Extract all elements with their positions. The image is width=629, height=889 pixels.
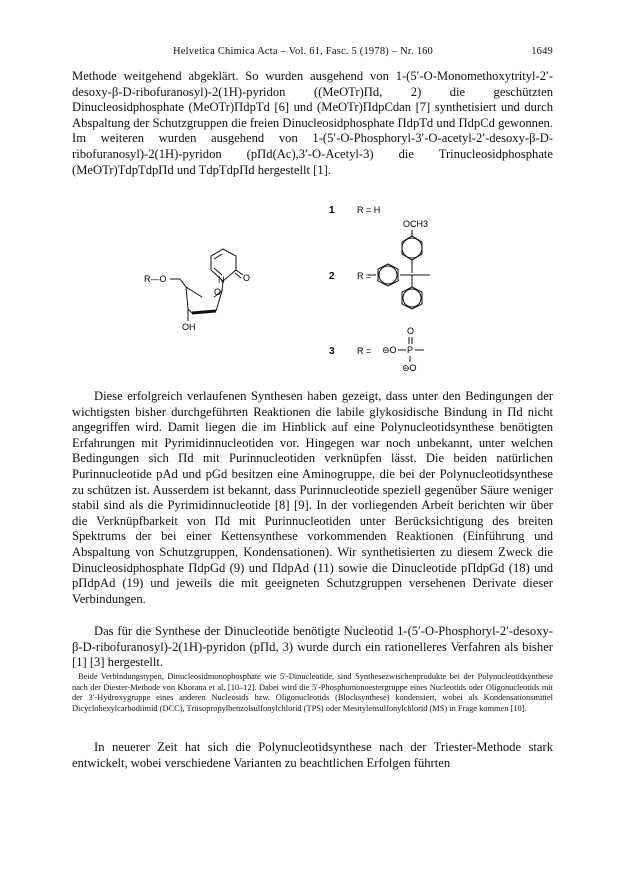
bond <box>235 273 241 278</box>
paragraph-2-text: Diese erfolgreich verlaufenen Synthesen haben gezeigt, dass unter den Bedingungen der wichtigsten bisher durchgeführten Reaktionen die labile glykosidische Bindung in Πd nicht angegriffen wird. Damit liegen die im Hinblick auf eine Polynucleotidsynthese benötigten Erfahrungen mit Pyrimidinnucleotiden vor. Hingegen war noch unbekannt, unter welchen Bedingungen sich Πd mit Purinnucleotiden verknüpfen lässt. Die beiden natürlichen Purinnucleotide pAd und pGd besitzen eine Aminogruppe, die bei der Polynucleotidsynthese zu schützen ist. Ausserdem ist bekannt, dass Purinnucleotide speziell gegenüber Säure weniger stabil sind als die Pyrimidinnucleotide [8] [9]. In der vorliegenden Arbeit berichten wir über die Verknüpfbarkeit von Πd mit Purinnucleotiden unter Berücksichtigung des breiten Spektrums der bei einer Kettensynthese vorkommenden Reaktionen (Einführung und Abspaltung von Schutzgruppen, Kondensationen). Wir synthetisierten zu diesem Zweck die Dinucleosidphosphate ΠdpGd (9) und ΠdpAd (11) sowie die Dinucleotide pΠdpGd (18) und pΠdpAd (19) und jeweils die mit geeigneten Schutzgruppen versehenen Derivate dieser Verbindungen. <box>72 389 553 606</box>
paragraph-3-text: Das für die Synthese der Dinucleotide benötigte Nucleotid 1-(5′-O-Phosphoryl-2′-desoxy-β-D-ribofuranosyl)-2(1H)-pyridon (pΠd, 3) wurde durch ein rationelleres Verfahren als bisher [1] [3] hergestellt. <box>72 624 553 670</box>
bond <box>192 311 216 313</box>
benzene-ring <box>402 287 422 309</box>
phosphorus-label: P <box>407 345 414 355</box>
paragraph-3 <box>72 624 553 671</box>
compound-2-number: 2 <box>329 271 335 282</box>
ring <box>403 289 421 307</box>
structure-drawing <box>130 203 490 371</box>
benzene-ring <box>378 264 398 286</box>
paragraph-1-text: Methode weitgehend abgeklärt. So wurden ausgehend von 1-(5′-O-Monomethoxytrityl-2′-desoxy-β-D-ribofuranosyl)-2(1H)-pyridon ((MeOTr)Πd, 2) die geschützten Dinucleosidphosphate (MeOTr)ΠdpTd [6] und (MeOTr)ΠdpCdan [7] synthetisiert und durch Abspaltung der Schutzgruppen die freien Dinucleosidphosphate ΠdpTd und ΠdpCd gewonnen. Im weiteren wurden ausgehend von 1-(5′-O-Phosphoryl-3′-O-acetyl-2′-desoxy-β-D-ribofuranosyl)-2(1H)-pyridon (pΠd(Ac),3′-O-Acetyl-3) die Trinucleosidphosphate (MeOTr)TdpTdpΠd und TdpTdpΠd hergestellt [1]. <box>72 69 553 177</box>
paragraph-1 <box>72 69 553 178</box>
structure-figure <box>130 203 490 371</box>
bond <box>180 279 186 287</box>
nitrogen-label: N <box>218 275 225 285</box>
ring-oxygen-label: O <box>214 287 222 297</box>
bond <box>186 287 202 297</box>
double-bond <box>214 254 222 259</box>
bond <box>188 309 192 313</box>
paragraph-2 <box>72 389 553 607</box>
r-o-label: R—O <box>144 274 167 284</box>
phosphate-bottom-oxygen: ⊖O <box>402 363 417 373</box>
compound-3-number: 3 <box>329 346 335 357</box>
compound-1-number: 1 <box>329 205 335 216</box>
phosphate-left-oxygen: ⊖O <box>382 345 397 355</box>
footnote <box>72 672 553 714</box>
benzene-ring <box>402 236 422 260</box>
compound-2-r: R = <box>357 271 372 281</box>
footnote-text: Beide Verbindungstypen, Dinucleosidmonophosphate wie 5′-Dinucleotide, sind Synthesezwischenprodukte bei der Polynucleotidsynthese nach der Diester-Methode von Khorana et al. [10–12]. Dabei wird die 5′-Phosphomonoestergruppe eines Nucleotids oder Oligonucleotids mit der 3′-Hydroxygruppe eines anderen Nucleosids bzw. Oligonucleotids (Blocksynthese) kondensiert, wobei als Kondensationsmittel Dicyclohexylcarbodiimid (DCC), Triisopropylbenzolsulfonylchlorid (TPS) oder Mesitylensulfonylchlorid (MS) in Frage kommen [10]. <box>72 672 553 713</box>
compound-1-r: R = H <box>357 205 381 215</box>
paragraph-4-text: In neuerer Zeit hat sich die Polynucleotidsynthese nach der Triester-Methode stark entwickelt, wobei verschiedene Varianten zu beachtlichen Erfolgen führten <box>72 740 553 770</box>
page-number: 1649 <box>531 46 553 57</box>
methoxy-label: OCH3 <box>403 219 429 229</box>
oh-label: OH <box>182 322 196 332</box>
compound-3-r: R = <box>357 346 372 356</box>
ring <box>402 238 422 258</box>
journal-citation: Helvetica Chimica Acta – Vol. 61, Fasc. 5 (1978) – Nr. 160 <box>173 46 433 57</box>
paragraph-4 <box>72 740 553 771</box>
bond <box>186 287 188 309</box>
phosphate-top-oxygen: O <box>407 326 415 336</box>
ring <box>379 266 397 284</box>
carbonyl-oxygen-label: O <box>243 273 251 283</box>
